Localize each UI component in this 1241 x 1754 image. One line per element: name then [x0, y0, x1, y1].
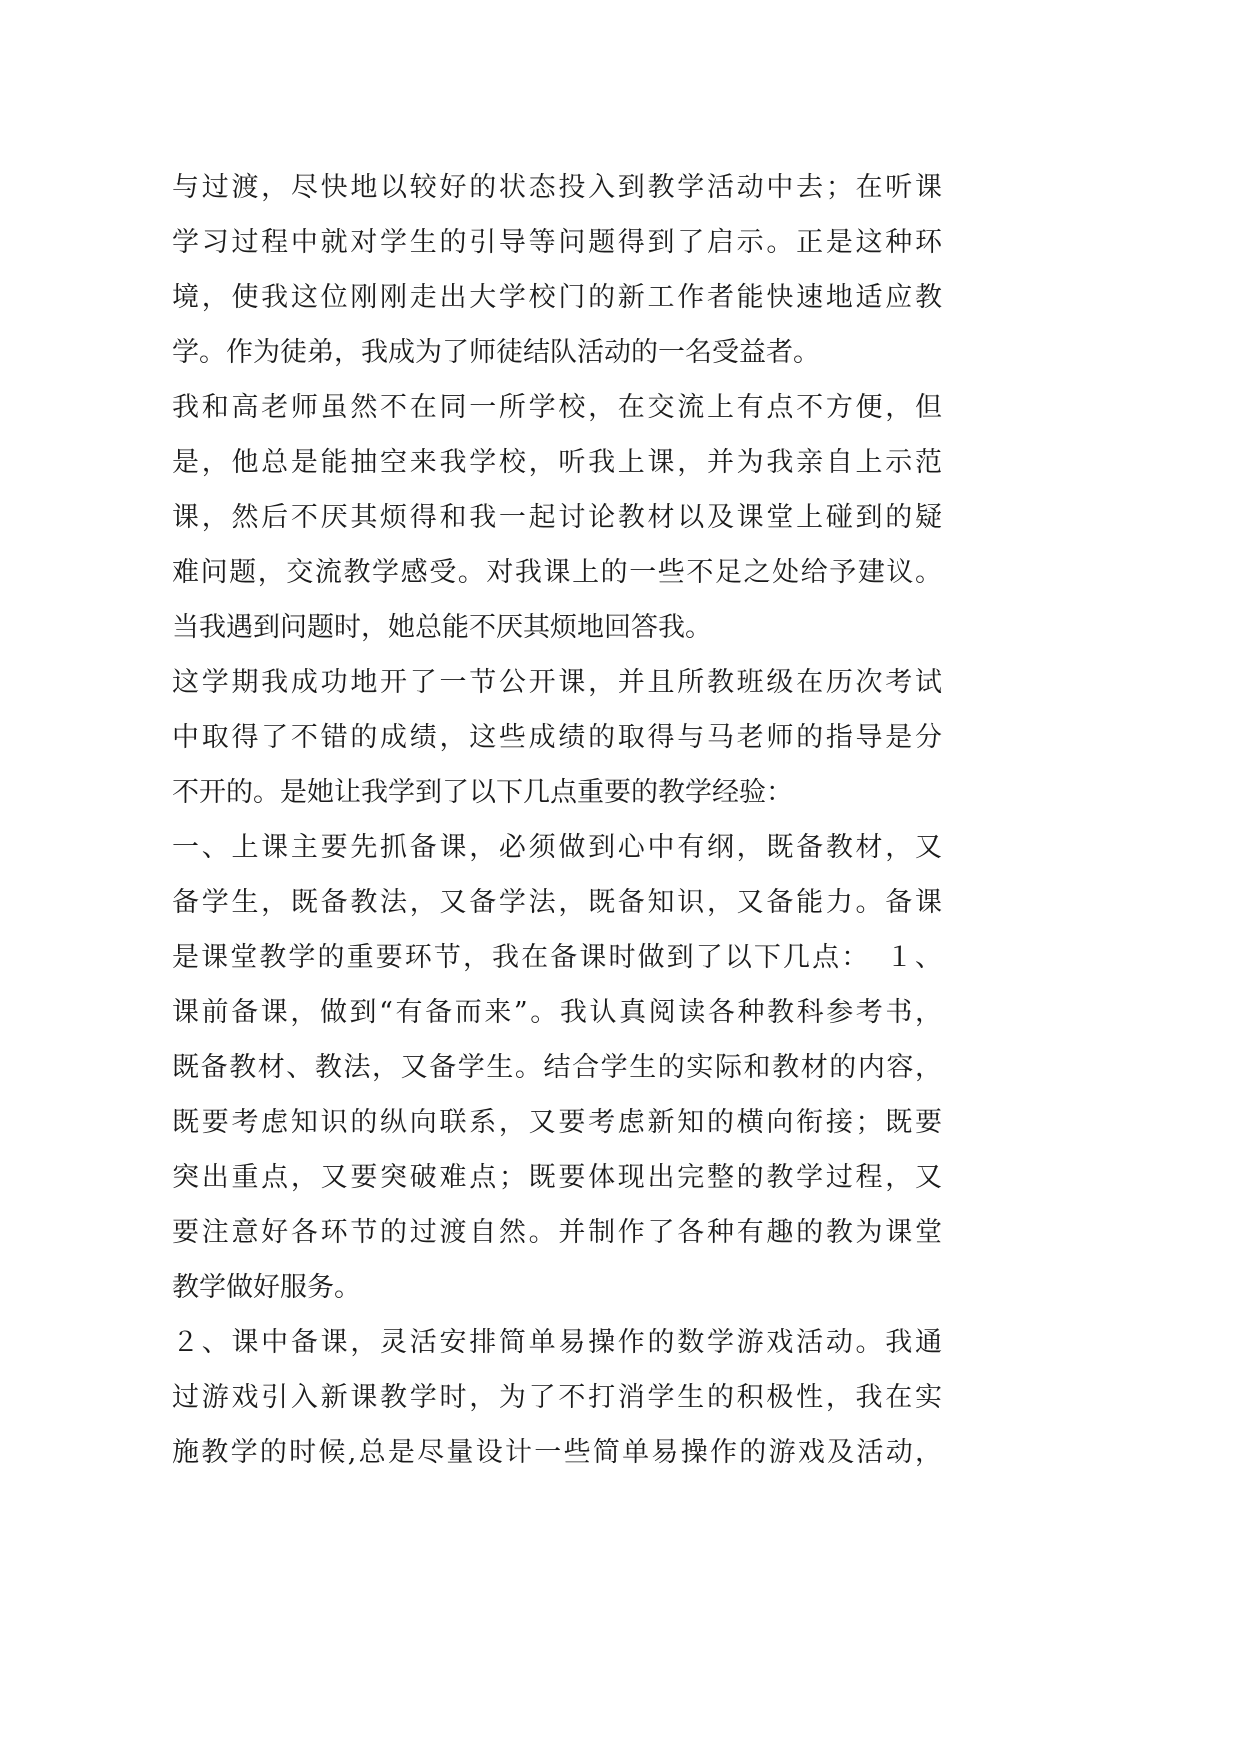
text-line: 既要考虑知识的纵向联系，又要考虑新知的横向衔接；既要 [172, 1107, 942, 1138]
text-line: 是，他总是能抽空来我学校，听我上课，并为我亲自上示范 [172, 447, 942, 478]
text-line: 过游戏引入新课教学时，为了不打消学生的积极性，我在实 [172, 1382, 942, 1413]
text-line: 突出重点，又要突破难点；既要体现出完整的教学过程，又 [172, 1162, 942, 1193]
text-line: 学习过程中就对学生的引导等问题得到了启示。正是这种环 [172, 227, 942, 258]
text-line: 课前备课，做到“有备而来”。我认真阅读各种教科参考书， [172, 997, 942, 1028]
text-line: 学。作为徒弟，我成为了师徒结队活动的一名受益者。 [172, 337, 820, 368]
text-line: 是课堂教学的重要环节，我在备课时做到了以下几点： １、 [172, 942, 942, 973]
text-line: 当我遇到问题时，她总能不厌其烦地回答我。 [172, 612, 712, 643]
text-line: 教学做好服务。 [172, 1272, 361, 1303]
document-body [172, 160, 942, 1480]
text-line: 与过渡，尽快地以较好的状态投入到教学活动中去；在听课 [172, 172, 942, 203]
text-line: 这学期我成功地开了一节公开课，并且所教班级在历次考试 [172, 667, 942, 698]
text-line: 不开的。是她让我学到了以下几点重要的教学经验： [172, 777, 793, 808]
text-line: 我和高老师虽然不在同一所学校，在交流上有点不方便，但 [172, 392, 942, 423]
text-line: 课，然后不厌其烦得和我一起讨论教材以及课堂上碰到的疑 [172, 502, 942, 533]
text-line: 境，使我这位刚刚走出大学校门的新工作者能快速地适应教 [172, 282, 942, 313]
text-line: 备学生，既备教法，又备学法，既备知识，又备能力。备课 [172, 887, 942, 918]
text-line: 要注意好各环节的过渡自然。并制作了各种有趣的教为课堂 [172, 1217, 942, 1248]
text-line: 中取得了不错的成绩，这些成绩的取得与马老师的指导是分 [172, 722, 942, 753]
text-line: 既备教材、教法，又备学生。结合学生的实际和教材的内容， [172, 1052, 942, 1083]
text-line: 一、上课主要先抓备课，必须做到心中有纲，既备教材，又 [172, 832, 942, 863]
text-line: 难问题，交流教学感受。对我课上的一些不足之处给予建议。 [172, 557, 942, 588]
text-line: ２、课中备课，灵活安排简单易操作的数学游戏活动。我通 [172, 1327, 942, 1358]
text-line: 施教学的时候,总是尽量设计一些简单易操作的游戏及活动， [172, 1437, 942, 1468]
